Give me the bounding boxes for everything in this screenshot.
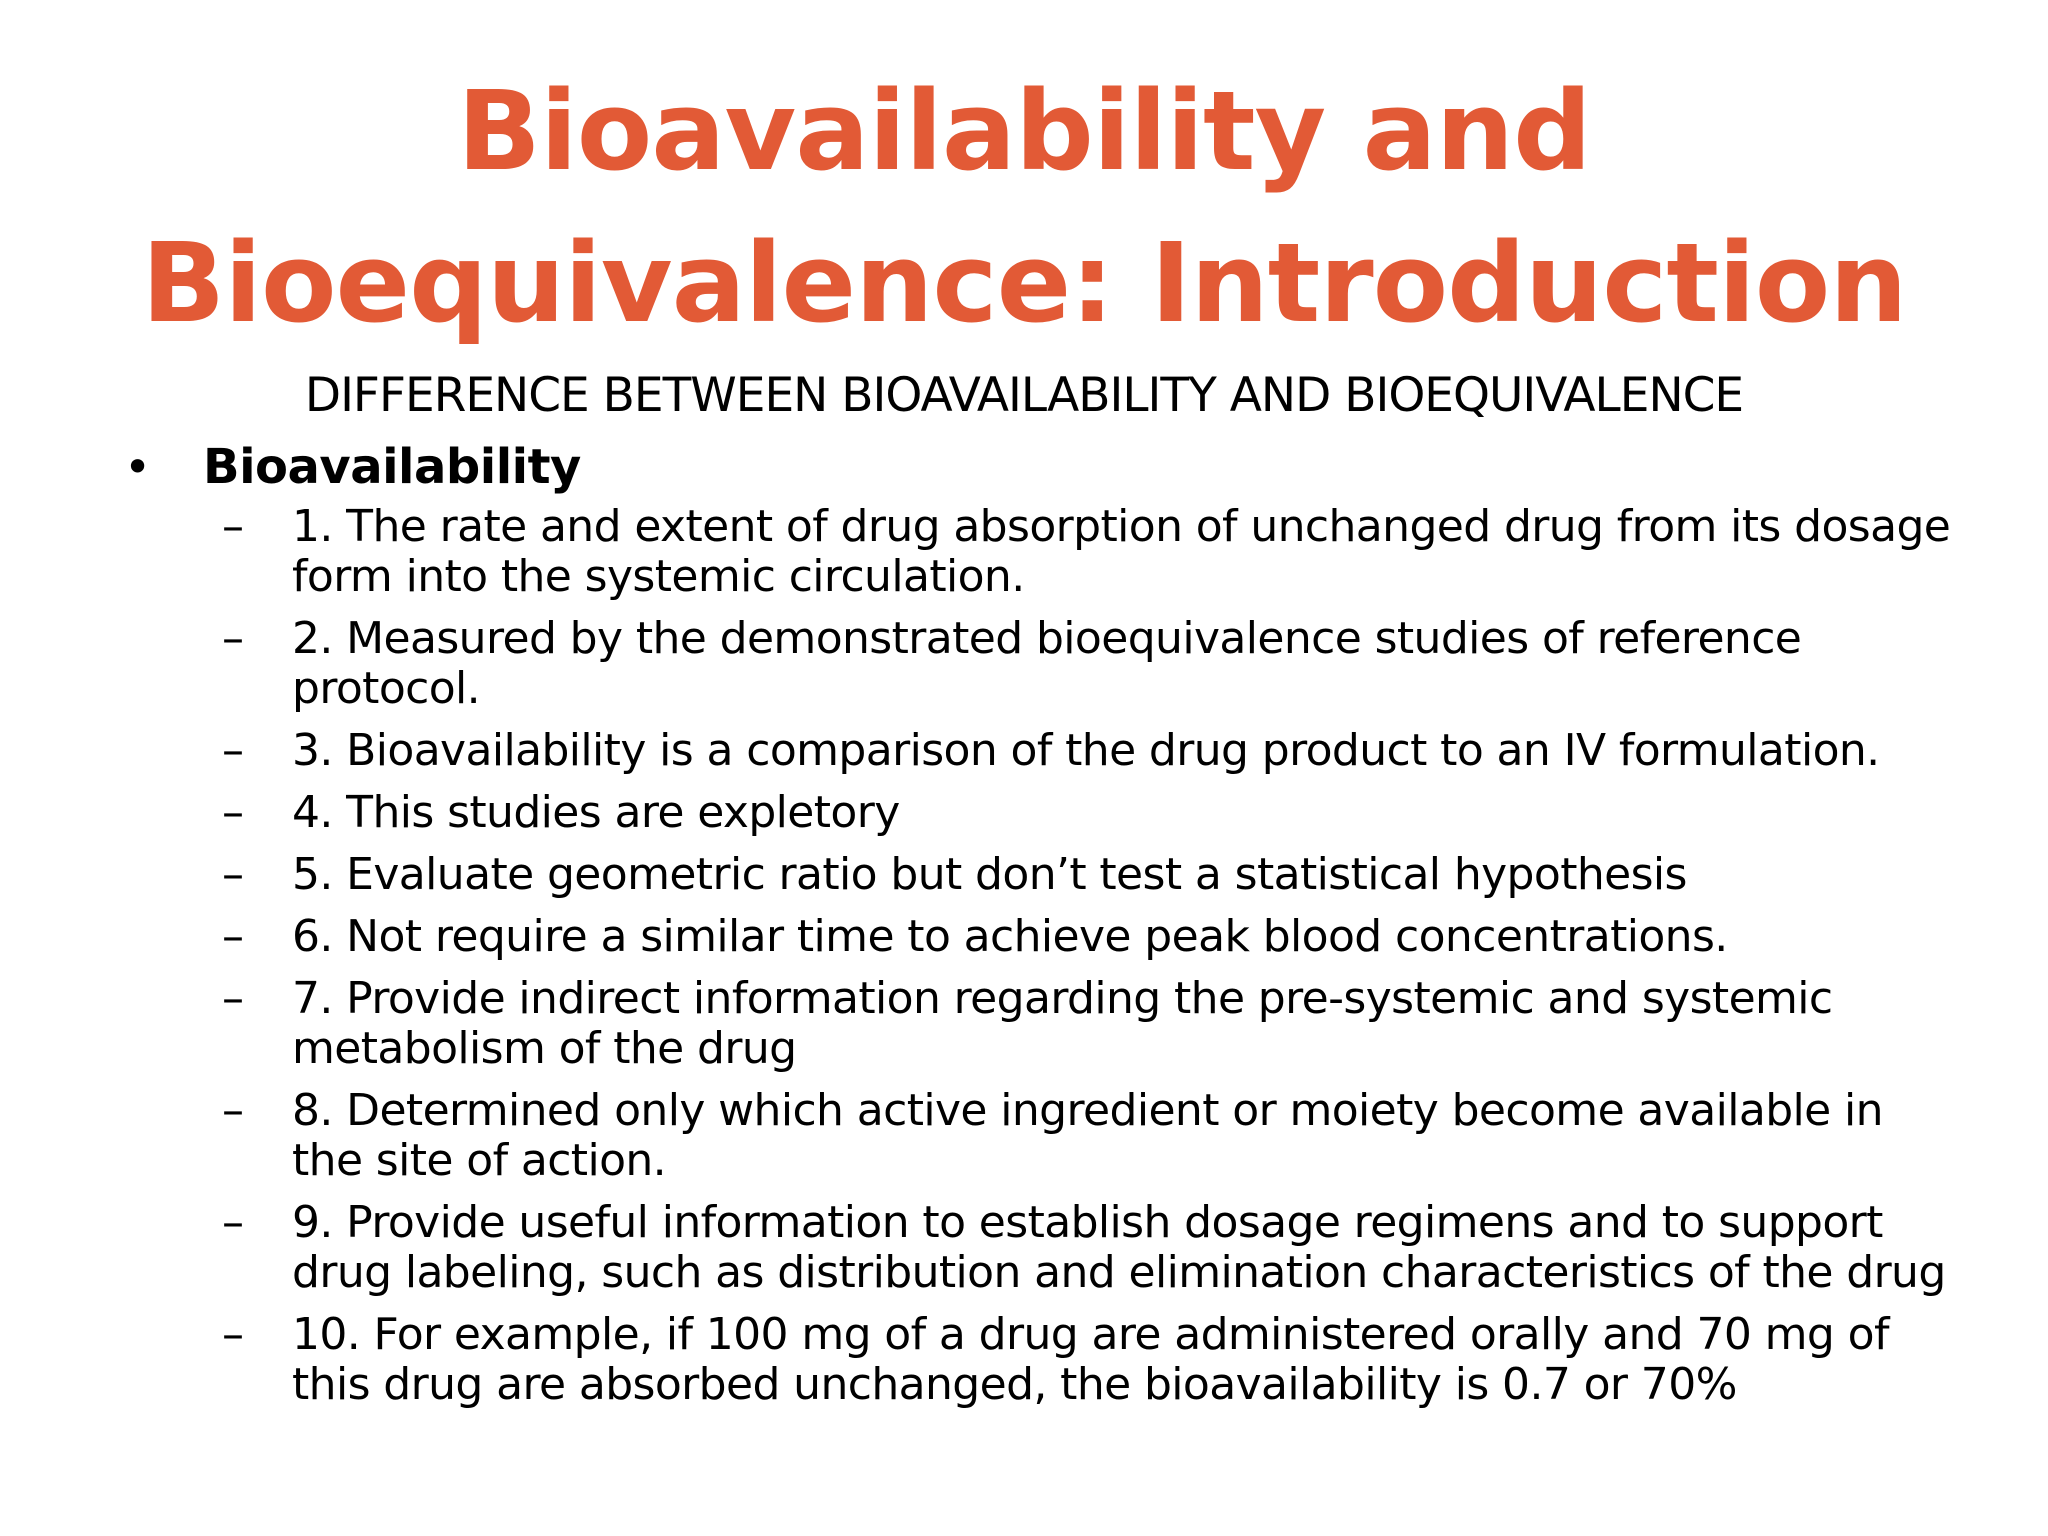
dash-icon: – [222,1197,244,1248]
sub-bullet-text: 5. Evaluate geometric ratio but don’t test a statistical hypothesis [292,849,1687,900]
dash-icon: – [222,849,244,900]
bullet-heading-label: Bioavailability [203,439,581,495]
dash-icon: – [222,501,244,552]
sub-bullet-text: 10. For example, if 100 mg of a drug are administered orally and 70 mg of this drug are absorbed unchanged, the bioavailability is 0.7 or 70% [292,1309,1889,1410]
sub-bullet-text: 9. Provide useful information to establish dosage regimens and to support drug labeling, such as distribution and elimination characteristics of the drug [292,1197,1946,1298]
bullet-dot-icon: • [124,440,152,494]
sub-bullet-item [0,1086,2048,1186]
sub-bullet-item [0,850,2048,900]
dash-icon: – [222,613,244,664]
sub-bullet-text: 7. Provide indirect information regarding the pre-systemic and systemic metabolism of the drug [292,973,1833,1074]
sub-bullet-text: 4. This studies are expletory [292,787,900,838]
sub-bullet-item [0,726,2048,776]
sub-bullet-text: 8. Determined only which active ingredient or moiety become available in the site of action. [292,1085,1883,1186]
sub-bullet-item [0,502,2048,602]
sub-bullet-item [0,912,2048,962]
sub-bullet-item [0,788,2048,838]
sub-bullet-text: 2. Measured by the demonstrated bioequivalence studies of reference protocol. [292,613,1802,714]
sub-bullet-list [0,502,2048,1422]
slide-title-line-2: Bioequivalence: Introduction [141,219,1907,347]
dash-icon: – [222,911,244,962]
slide-subtitle: DIFFERENCE BETWEEN BIOAVAILABILITY AND BIOEQUIVALENCE [304,368,1744,423]
sub-bullet-item [0,1198,2048,1298]
dash-icon: – [222,725,244,776]
slide-title-line-1: Bioavailability and [457,67,1591,195]
sub-bullet-item [0,974,2048,1074]
sub-bullet-text: 6. Not require a similar time to achieve peak blood concentrations. [292,911,1728,962]
dash-icon: – [222,1309,244,1360]
sub-bullet-item [0,614,2048,714]
bullet-heading [0,436,2048,498]
dash-icon: – [222,787,244,838]
slide-title [0,55,2048,359]
dash-icon: – [222,973,244,1024]
sub-bullet-text: 3. Bioavailability is a comparison of the drug product to an IV formulation. [292,725,1880,776]
dash-icon: – [222,1085,244,1136]
sub-bullet-item [0,1310,2048,1410]
sub-bullet-text: 1. The rate and extent of drug absorption of unchanged drug from its dosage form into the systemic circulation. [292,501,1951,602]
